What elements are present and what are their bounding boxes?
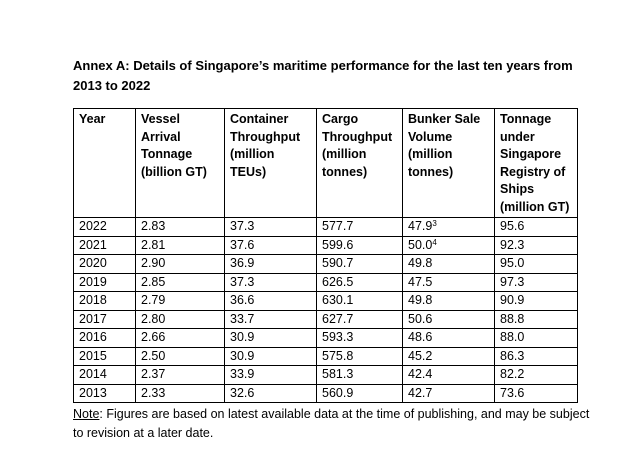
table-row: [74, 384, 578, 403]
document-title: Annex A: Details of Singapore’s maritime performance for the last ten years from 2013 to 2022: [73, 58, 573, 93]
header-cargo-throughput: Cargo Throughput (million tonnes): [317, 109, 403, 218]
cell-year-value: 2014: [79, 367, 107, 381]
footnote-marker: 3: [432, 219, 437, 228]
cell-vessel: [136, 347, 225, 366]
table-row: [74, 329, 578, 348]
cell-vessel-value: 2.85: [141, 274, 166, 289]
cell-bunker: [403, 218, 495, 237]
header-vessel-arrival-tonnage: Vessel Arrival Tonnage (billion GT): [136, 109, 225, 218]
table-row: [74, 273, 578, 292]
cell-cargo: [317, 255, 403, 274]
cell-vessel-value: 2.90: [141, 256, 166, 270]
note-label: Note: [73, 407, 100, 421]
cell-bunker: [403, 384, 495, 403]
cell-year: [74, 236, 136, 255]
table-body: [74, 218, 578, 403]
cell-vessel: [136, 218, 225, 237]
cell-container: [225, 255, 317, 274]
cell-registry-value: 86.3: [500, 348, 525, 363]
table-row: [74, 255, 578, 274]
cell-year-value: 2015: [79, 348, 107, 363]
cell-registry: [495, 236, 578, 255]
cell-vessel-value: 2.50: [141, 348, 166, 363]
cell-registry: [495, 218, 578, 237]
cell-registry: [495, 292, 578, 311]
cell-container: [225, 292, 317, 311]
cell-bunker-value: 42.7: [408, 385, 433, 400]
cell-vessel: [136, 329, 225, 348]
cell-vessel: [136, 236, 225, 255]
table-row: [74, 292, 578, 311]
cell-year: [74, 366, 136, 385]
cell-cargo-value: 581.3: [322, 367, 354, 381]
cell-container: [225, 310, 317, 329]
cell-bunker: [403, 273, 495, 292]
cell-registry-value: 90.9: [500, 293, 525, 307]
cell-bunker-value: 50.0: [408, 237, 433, 252]
cell-year: [74, 292, 136, 311]
cell-registry: [495, 273, 578, 292]
cell-year: [74, 329, 136, 348]
cell-cargo-value: 630.1: [322, 293, 354, 307]
cell-vessel-value: 2.79: [141, 293, 166, 307]
table-header-row: [74, 109, 578, 218]
cell-bunker-value: 48.6: [408, 330, 433, 344]
cell-registry-value: 97.3: [500, 274, 525, 289]
cell-cargo: [317, 384, 403, 403]
cell-cargo-value: 627.7: [322, 311, 354, 326]
cell-year: [74, 273, 136, 292]
footnote-marker: 4: [432, 237, 437, 247]
cell-bunker: [403, 292, 495, 311]
cell-registry: [495, 255, 578, 274]
cell-bunker: [403, 310, 495, 329]
cell-registry-value: 92.3: [500, 237, 525, 252]
cell-vessel: [136, 273, 225, 292]
header-year: Year: [74, 109, 136, 218]
cell-bunker: [403, 347, 495, 366]
cell-vessel-value: 2.37: [141, 367, 166, 381]
cell-year-value: 2021: [79, 237, 107, 252]
cell-bunker-value: 47.5: [408, 274, 433, 289]
maritime-performance-table: [73, 108, 578, 403]
cell-vessel-value: 2.83: [141, 219, 166, 233]
cell-vessel-value: 2.81: [141, 237, 166, 252]
cell-year: [74, 218, 136, 237]
cell-cargo: [317, 347, 403, 366]
cell-registry: [495, 310, 578, 329]
cell-container-value: 37.3: [230, 274, 255, 289]
cell-vessel: [136, 384, 225, 403]
cell-vessel: [136, 310, 225, 329]
cell-registry-value: 95.6: [500, 219, 525, 233]
cell-year: [74, 310, 136, 329]
cell-registry-value: 73.6: [500, 385, 525, 400]
cell-year-value: 2017: [79, 311, 107, 326]
table-row: [74, 236, 578, 255]
header-container-throughput: Container Throughput (million TEUs): [225, 109, 317, 218]
cell-bunker-value: 47.9: [408, 219, 433, 233]
cell-container-value: 33.7: [230, 311, 255, 326]
cell-container-value: 36.6: [230, 293, 255, 307]
cell-cargo-value: 590.7: [322, 256, 354, 270]
cell-cargo-value: 626.5: [322, 274, 354, 289]
cell-container: [225, 384, 317, 403]
cell-container-value: 36.9: [230, 256, 255, 270]
header-bunker-sale-volume: Bunker Sale Volume (million tonnes): [403, 109, 495, 218]
cell-bunker-value: 42.4: [408, 367, 433, 381]
cell-year: [74, 255, 136, 274]
cell-cargo: [317, 292, 403, 311]
cell-container-value: 30.9: [230, 348, 255, 363]
cell-year-value: 2018: [79, 293, 107, 307]
cell-cargo: [317, 273, 403, 292]
cell-bunker: [403, 236, 495, 255]
cell-cargo-value: 575.8: [322, 348, 354, 363]
cell-cargo: [317, 218, 403, 237]
cell-year: [74, 347, 136, 366]
cell-container: [225, 236, 317, 255]
note-text: : Figures are based on latest available data at the time of publishing, and may be subject to revision at a later date.: [73, 407, 590, 440]
cell-cargo: [317, 310, 403, 329]
table-row: [74, 347, 578, 366]
cell-registry: [495, 384, 578, 403]
cell-registry: [495, 329, 578, 348]
cell-bunker: [403, 366, 495, 385]
cell-registry-value: 88.8: [500, 311, 525, 326]
cell-cargo: [317, 329, 403, 348]
cell-vessel-value: 2.33: [141, 385, 166, 400]
cell-container-value: 32.6: [230, 385, 255, 400]
cell-container-value: 37.6: [230, 237, 255, 252]
cell-cargo: [317, 366, 403, 385]
table-row: [74, 310, 578, 329]
cell-bunker-value: 50.6: [408, 311, 433, 326]
cell-vessel: [136, 292, 225, 311]
cell-container: [225, 347, 317, 366]
cell-vessel: [136, 366, 225, 385]
cell-registry-value: 88.0: [500, 330, 525, 344]
cell-container: [225, 218, 317, 237]
cell-bunker: [403, 255, 495, 274]
cell-registry-value: 82.2: [500, 367, 525, 381]
cell-vessel-value: 2.66: [141, 330, 166, 344]
cell-bunker-value: 45.2: [408, 348, 433, 363]
cell-year-value: 2020: [79, 256, 107, 270]
cell-registry: [495, 347, 578, 366]
cell-year-value: 2016: [79, 330, 107, 344]
cell-cargo-value: 593.3: [322, 330, 354, 344]
cell-cargo: [317, 236, 403, 255]
table-row: [74, 218, 578, 237]
cell-container: [225, 366, 317, 385]
cell-container: [225, 329, 317, 348]
cell-vessel-value: 2.80: [141, 311, 166, 326]
cell-container-value: 33.9: [230, 367, 255, 381]
cell-year-value: 2013: [79, 385, 107, 400]
cell-registry: [495, 366, 578, 385]
cell-cargo-value: 599.6: [322, 237, 354, 252]
cell-vessel: [136, 255, 225, 274]
cell-bunker-value: 49.8: [408, 256, 433, 270]
cell-container-value: 30.9: [230, 330, 255, 344]
cell-year: [74, 384, 136, 403]
cell-bunker: [403, 329, 495, 348]
cell-container: [225, 273, 317, 292]
cell-cargo-value: 560.9: [322, 385, 354, 400]
cell-year-value: 2022: [79, 219, 107, 233]
footnote: [73, 405, 593, 443]
cell-bunker-value: 49.8: [408, 293, 433, 307]
cell-registry-value: 95.0: [500, 256, 525, 270]
cell-container-value: 37.3: [230, 219, 255, 233]
cell-cargo-value: 577.7: [322, 219, 354, 233]
header-registry-tonnage: Tonnage under Singapore Registry of Ships (million GT): [495, 109, 578, 218]
table-row: [74, 366, 578, 385]
cell-year-value: 2019: [79, 274, 107, 289]
